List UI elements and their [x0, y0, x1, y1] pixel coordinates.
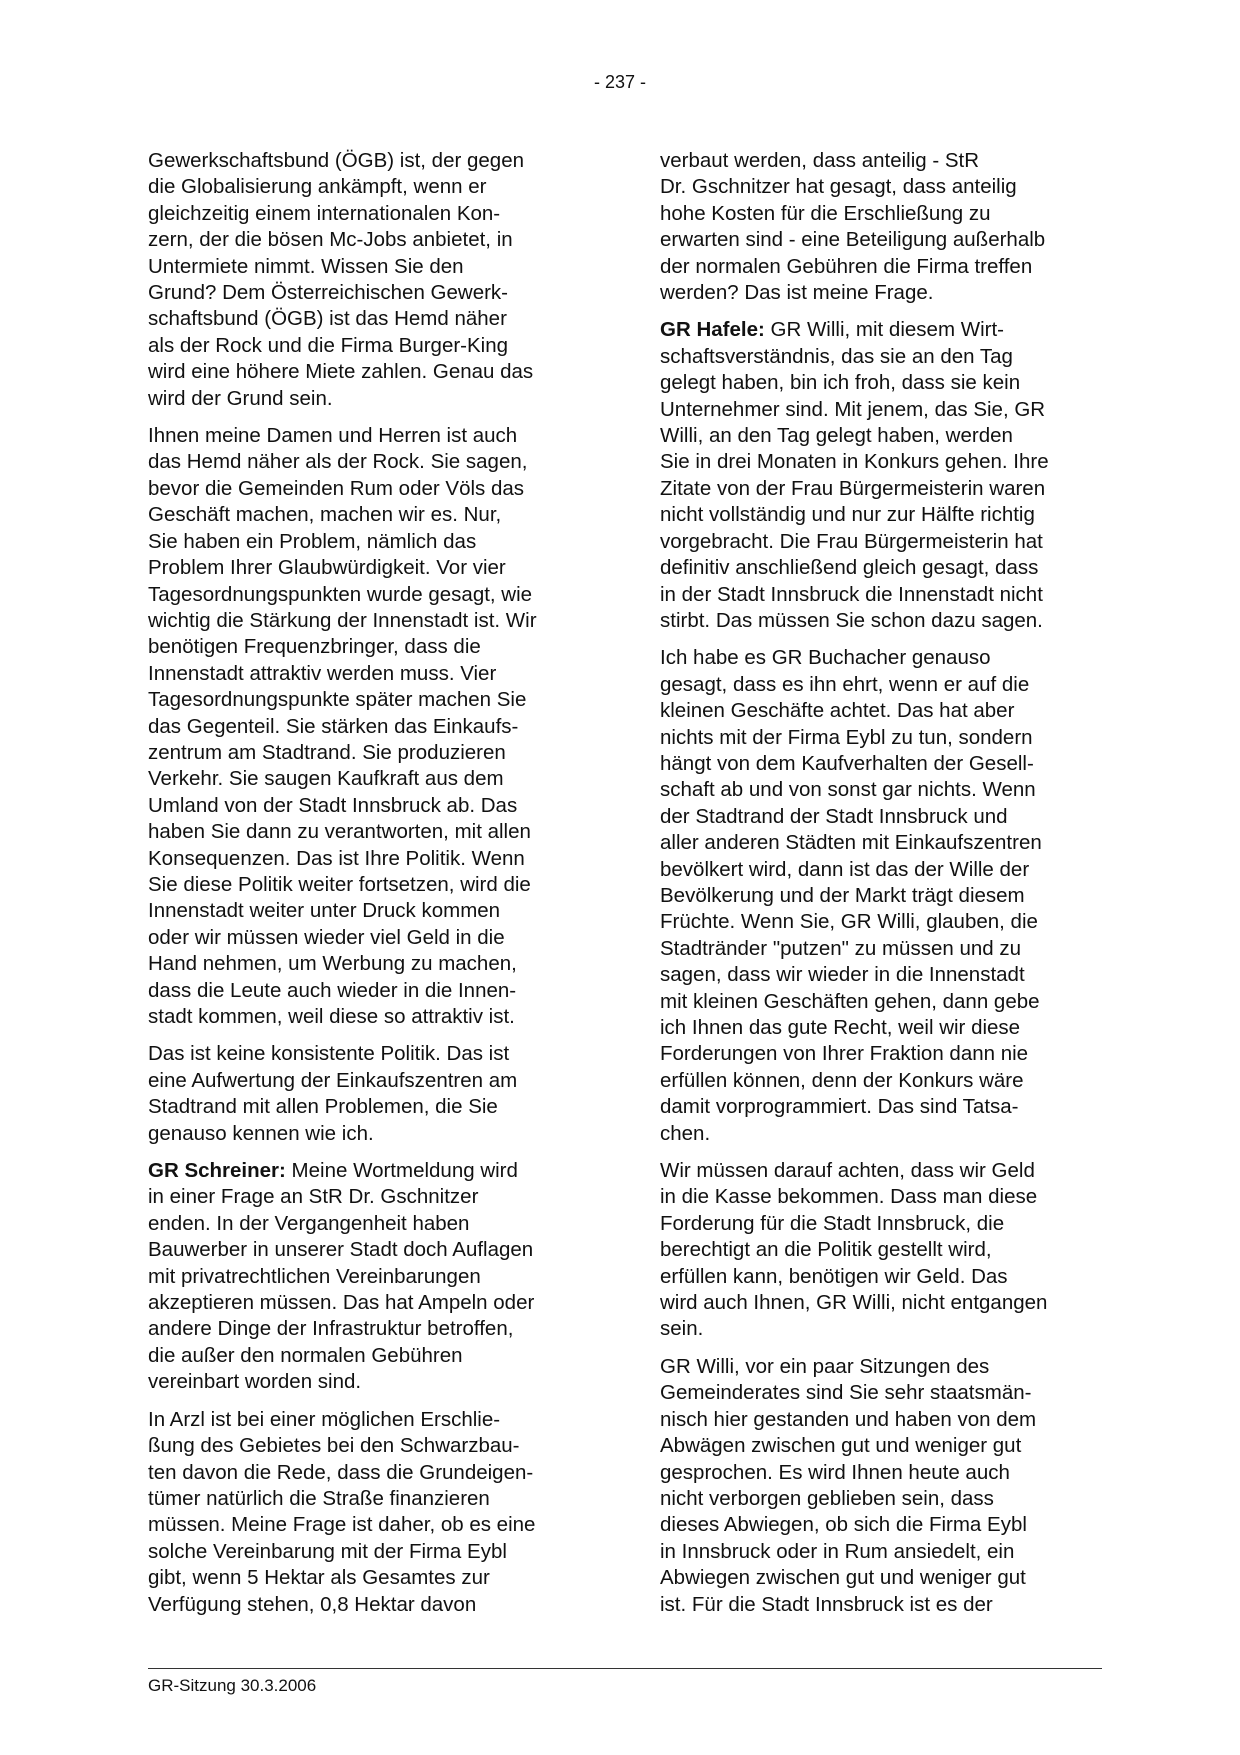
paragraph	[660, 1158, 1100, 1343]
left-column	[148, 148, 594, 1629]
paragraph	[660, 317, 1100, 634]
right-column	[660, 148, 1100, 1629]
footer-divider	[148, 1668, 1102, 1669]
paragraph	[660, 148, 1100, 306]
paragraph-text: GR Willi, mit diesem Wirt- schaftsverständnis, das sie an den Tag gelegt haben, bin ich froh, dass sie kein Unternehmer sind. Mit jenem, das Sie, GR Willi, an den Tag gelegt haben, werden Sie in drei Monaten in Konkurs gehen. Ihre Zitate von der Frau Bürgermeisterin waren nicht vollständig und nur zur Hälfte richtig vorgebracht. Die Frau Bürgermeisterin hat definitiv anschließend gleich gesagt, dass in der Stadt Innsbruck die Innenstadt nicht stirbt. Das müssen Sie schon dazu sagen.	[660, 318, 1049, 632]
paragraph-text: Das ist keine konsistente Politik. Das ist eine Aufwertung der Einkaufszentren am Stadtrand mit allen Problemen, die Sie genauso kennen wie ich.	[148, 1042, 518, 1145]
paragraph-text: Wir müssen darauf achten, dass wir Geld in die Kasse bekommen. Dass man diese Forderung für die Stadt Innsbruck, die berechtigt an die Politik gestellt wird, erfüllen kann, benötigen wir Geld. Das wird auch Ihnen, GR Willi, nicht entgangen sein.	[660, 1159, 1048, 1341]
paragraph-text: Ich habe es GR Buchacher genauso gesagt, dass es ihn ehrt, wenn er auf die kleinen Geschäfte achtet. Das hat aber nichts mit der Firma Eybl zu tun, sondern hängt von dem Kaufverhalten der Gesell- schaft ab und von sonst gar nichts. Wenn der Stadtrand der Stadt Innsbruck und aller anderen Städten mit Einkaufszentren bevölkert wird, dann ist das der Wille der Bevölkerung und der Markt trägt diesem Früchte. Wenn Sie, GR Willi, glauben, die Stadtränder "putzen" zu müssen und zu sagen, dass wir wieder in die Innenstadt mit kleinen Geschäften gehen, dann gebe ich Ihnen das gute Recht, weil wir diese Forderungen von Ihrer Fraktion dann nie erfüllen können, denn der Konkurs wäre damit vorprogrammiert. Das sind Tatsa- chen.	[660, 646, 1042, 1145]
paragraph-text: Ihnen meine Damen und Herren ist auch das Hemd näher als der Rock. Sie sagen, bevor die Gemeinden Rum oder Völs das Geschäft machen, machen wir es. Nur, Sie haben ein Problem, nämlich das Problem Ihrer Glaubwürdigkeit. Vor vier Tagesordnungspunkten wurde gesagt, wie wichtig die Stärkung der Innenstadt ist. Wir benötigen Frequenzbringer, dass die Innenstadt attraktiv werden muss. Vier Tagesordnungspunkte später machen Sie das Gegenteil. Sie stärken das Einkaufs- zentrum am Stadtrand. Sie produzieren Verkehr. Sie saugen Kaufkraft aus dem Umland von der Stadt Innsbruck ab. Das haben Sie dann zu verantworten, mit allen Konsequenzen. Das ist Ihre Politik. Wenn Sie diese Politik weiter fortsetzen, wird die Innenstadt weiter unter Druck kommen oder wir müssen wieder viel Geld in die Hand nehmen, um Werbung zu machen, dass die Leute auch wieder in die Innen- stadt kommen, weil diese so attraktiv ist.	[148, 424, 537, 1028]
paragraph-text: GR Willi, vor ein paar Sitzungen des Gemeinderates sind Sie sehr staatsmän- nisch hier gestanden und haben von dem Abwägen zwischen gut und weniger gut gesprochen. Es wird Ihnen heute auch nicht verborgen geblieben sein, dass dieses Abwiegen, ob sich die Firma Eybl in Innsbruck oder in Rum ansiedelt, ein Abwiegen zwischen gut und weniger gut ist. Für die Stadt Innsbruck ist es der	[660, 1354, 1037, 1616]
paragraph	[660, 1354, 1100, 1618]
footer-text: GR-Sitzung 30.3.2006	[148, 1676, 317, 1695]
paragraph-text: In Arzl ist bei einer möglichen Erschlie- ßung des Gebietes bei den Schwarzbau- ten davon die Rede, dass die Grundeigen- tümer natürlich die Straße finanzieren müssen. Meine Frage ist daher, ob es eine solche Vereinbarung mit der Firma Eybl gibt, wenn 5 Hektar als Gesamtes zur Verfügung stehen, 0,8 Hektar davon	[148, 1407, 536, 1616]
paragraph	[148, 1158, 594, 1396]
paragraph	[148, 148, 594, 412]
page-number: - 237 -	[593, 72, 647, 92]
paragraph	[148, 1041, 594, 1147]
paragraph	[148, 423, 594, 1030]
paragraph-text: Gewerkschaftsbund (ÖGB) ist, der gegen die Globalisierung ankämpft, wenn er gleichzeitig einem internationalen Kon- zern, der die bösen Mc-Jobs anbietet, in Untermiete nimmt. Wissen Sie den Grund? Dem Österreichischen Gewerk- schaftsbund (ÖGB) ist das Hemd näher als der Rock und die Firma Burger-King wird eine höhere Miete zahlen. Genau das wird der Grund sein.	[148, 149, 534, 410]
speaker-name: GR Hafele:	[660, 318, 765, 342]
speaker-name: GR Schreiner:	[148, 1159, 286, 1183]
paragraph	[660, 645, 1100, 1147]
paragraph-text: verbaut werden, dass anteilig - StR Dr. Gschnitzer hat gesagt, dass anteilig hohe Kosten für die Erschließung zu erwarten sind - eine Beteiligung außerhalb der normalen Gebühren die Firma treffen werden? Das ist meine Frage.	[660, 149, 1046, 305]
paragraph	[148, 1407, 594, 1618]
paragraph-text: Meine Wortmeldung wird in einer Frage an StR Dr. Gschnitzer enden. In der Vergangenheit haben Bauwerber in unserer Stadt doch Auflagen mit privatrechtlichen Vereinbarungen akzeptieren müssen. Das hat Ampeln oder andere Dinge der Infrastruktur betroffen, die außer den normalen Gebühren vereinbart worden sind.	[148, 1159, 535, 1394]
